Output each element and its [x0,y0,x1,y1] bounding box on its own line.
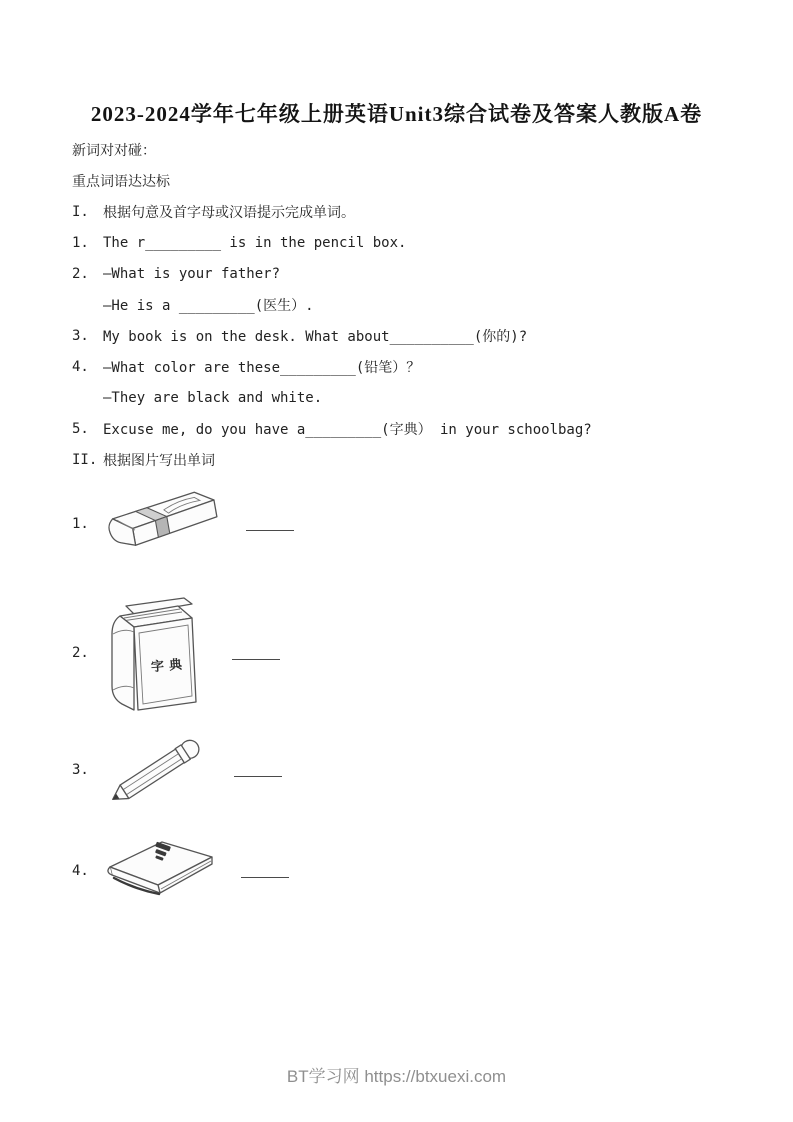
picture-2-answer-blank [232,659,280,660]
question-2-answer-text: —He is a _________(医生）. [103,297,314,314]
picture-4-number: 4. [72,863,89,879]
page-title: 2023-2024学年七年级上册英语Unit3综合试卷及答案人教版A卷 [90,102,703,126]
question-4-text: —What color are these_________(铅笔）？ [103,359,421,376]
book-image [104,837,219,905]
intro-text-2: 重点词语达达标 [72,173,170,190]
question-3-number: 3. [72,327,89,344]
question-2-text: —What is your father? [103,265,281,282]
site-footer [0,1062,793,1087]
intro-line-1 [72,134,753,165]
picture-1-number: 1. [72,516,89,532]
picture-item-3 [72,732,282,808]
dictionary-cover-label: 字典 [150,656,188,675]
section2-number: II. [72,451,98,468]
picture-1-answer-blank [246,530,294,531]
picture-3-answer-blank [234,776,282,777]
question-1-text: The r_________ is in the pencil box. [103,234,407,251]
question-2-continuation [72,289,753,320]
picture-item-4 [72,836,289,906]
pencil-image [104,733,212,807]
section1-heading [72,196,753,227]
question-4-number: 4. [72,358,89,375]
question-1-number: 1. [72,234,89,251]
picture-item-2 [72,593,280,713]
picture-3-number: 3. [72,762,89,778]
question-1 [72,227,753,258]
intro-text-1: 新词对对碰： [72,142,156,159]
eraser-image [104,486,224,562]
picture-2-number: 2. [72,645,89,661]
picture-item-1 [72,484,294,564]
section2-heading [72,444,753,475]
question-4-answer-text: —They are black and white. [103,389,323,406]
dictionary-image [104,594,210,712]
picture-4-answer-blank [241,877,289,878]
question-2-number: 2. [72,265,89,282]
question-3 [72,320,753,351]
section1-number: I. [72,203,89,220]
intro-line-2 [72,165,753,196]
question-4-continuation [72,382,753,413]
question-5-number: 5. [72,420,89,437]
section1-heading-text: 根据句意及首字母或汉语提示完成单词。 [103,204,355,221]
footer-site-link[interactable]: BT学习网 https://btxuexi.com [286,1067,507,1086]
section2-heading-text: 根据图片写出单词 [103,452,215,469]
question-3-text: My book is on the desk. What about__________(你的)? [103,328,528,345]
question-2 [72,258,753,289]
question-4 [72,351,753,382]
questions-block [72,134,753,475]
question-5-text: Excuse me, do you have a_________(字典） in your schoolbag? [103,421,592,438]
question-5 [72,413,753,444]
